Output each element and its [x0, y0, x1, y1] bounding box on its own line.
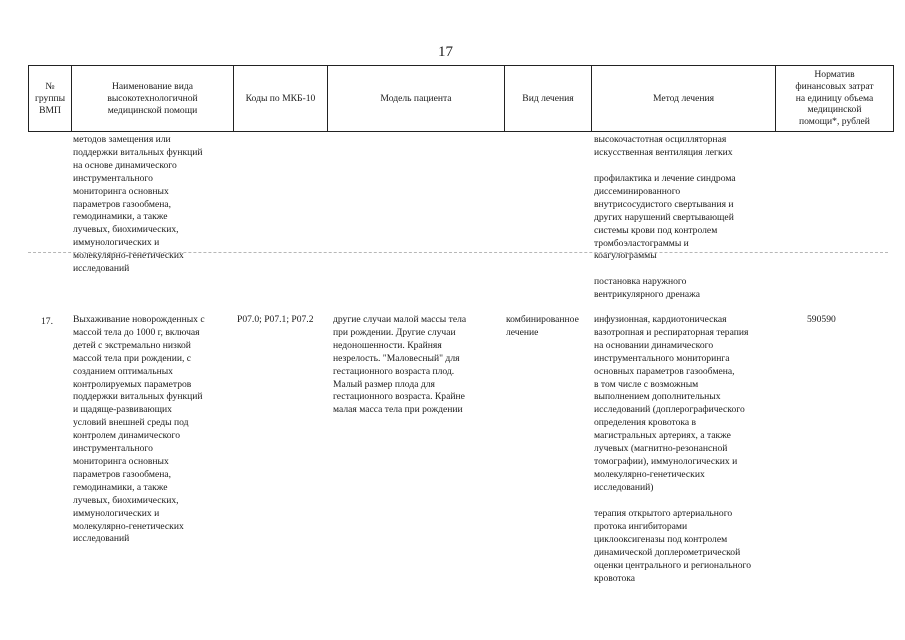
- header-cost-norm: Норматив финансовых затрат на единицу объема медицинской помощи*, рублей: [795, 69, 874, 128]
- continuation-care-type: методов замещения или поддержки витальных функций на основе динамического инструментального мониторинга основных параметров газообмена, гемодинамики, а также лучевых, биохимических, иммунологических и молекулярно-генетических исследований: [73, 134, 203, 275]
- header-divider: [893, 65, 894, 132]
- row-group-number: 17.: [41, 316, 53, 327]
- header-patient-model: Модель пациента: [380, 92, 452, 104]
- row-treatment-type: комбинированное лечение: [506, 314, 579, 338]
- row-patient-model: другие случаи малой массы тела при рождении. Другие случаи недоношенности. Крайняя незрелость. "Маловесный" для гестационного возраста плод. Малый размер плода для гестационного возраста. Крайне малая масса тела при рождении: [333, 314, 467, 416]
- continuation-method-2: профилактика и лечение синдрома диссеминированного внутрисосудистого свертывания и других нарушений свертывающей системы крови под контролем тромбоэластограммы и коагулограммы: [594, 173, 736, 262]
- page-number: 17: [438, 44, 453, 60]
- continuation-method-3: постановка наружного вентрикулярного дренажа: [594, 276, 701, 300]
- row-method-2: терапия открытого артериального протока ингибиторами циклооксигеназы под контролем динамической доплерометрической оценки центрального и регионального кровотока: [594, 508, 751, 584]
- row-care-type: Выхаживание новорожденных с массой тела до 1000 г, включая детей с экстремально низкой массой тела при рождении, с созданием оптимальных контролируемых параметров поддержки витальных функций и щадяще-развивающих условий внешней среды под контролем динамического инструментального мониторинга основных параметров газообмена, гемодинамики, а также лучевых, биохимических, иммунологических и молекулярно-генетических исследований: [73, 314, 205, 545]
- row-cost-norm: 590590: [807, 314, 836, 325]
- row-icd-codes: P07.0; P07.1; P07.2: [237, 314, 314, 325]
- header-group-number: № группы ВМП: [34, 80, 66, 116]
- header-treatment-type: Вид лечения: [522, 92, 574, 104]
- continuation-method-1: высокочастотная осцилляторная искусственная вентиляция легких: [594, 134, 733, 158]
- header-treatment-method: Метод лечения: [652, 92, 715, 104]
- header-icd-codes: Коды по МКБ-10: [245, 92, 316, 104]
- row-method-1: инфузионная, кардиотоническая вазотропная и респираторная терапия на основании динамического инструментального мониторинга основных параметров газообмена, в том числе с возможным выполнением дополнительных исследований (доплерографического определения кровотока в магистральных артериях, а также лучевых (магнитно-резонансной томографии), иммунологических и молекулярно-генетических исследований): [594, 314, 749, 493]
- header-care-type: Наименование вида высокотехнологичной медицинской помощи: [107, 80, 198, 116]
- vmp-table: [28, 65, 894, 631]
